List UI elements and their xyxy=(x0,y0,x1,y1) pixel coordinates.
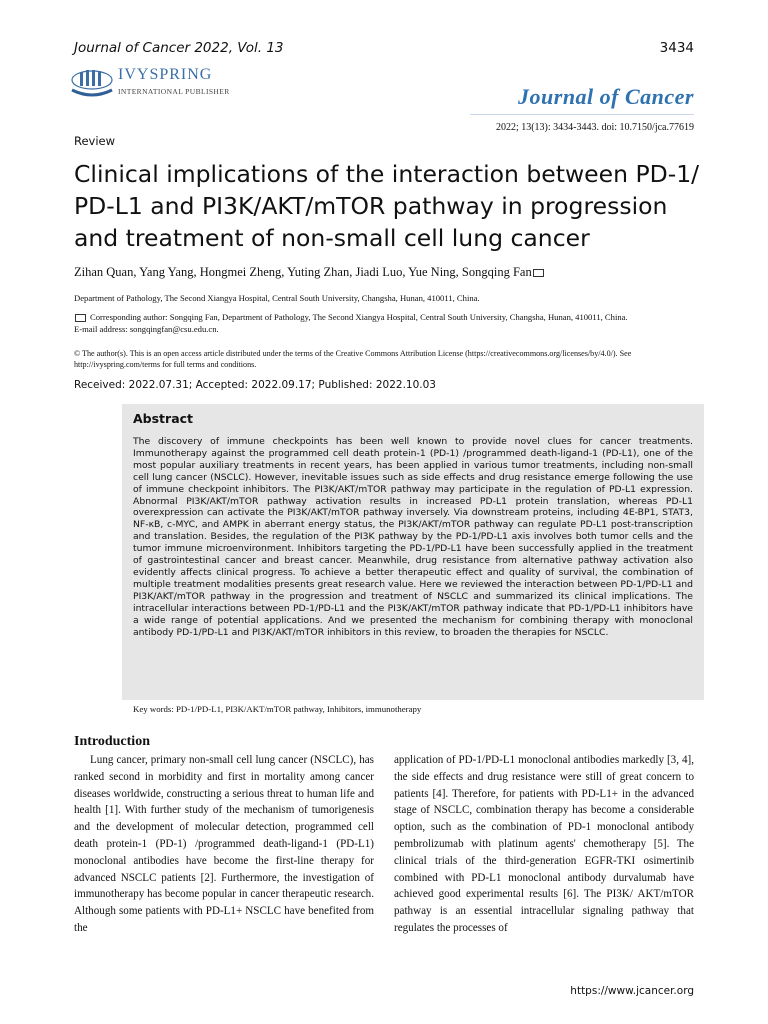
citation: 2022; 13(13): 3434-3443. doi: 10.7150/jca.77619 xyxy=(495,122,694,133)
article-type: Review xyxy=(74,134,116,148)
authors-text: Zihan Quan, Yang Yang, Hongmei Zheng, Yuting Zhan, Jiadi Luo, Yue Ning, Songqing Fan xyxy=(74,265,532,279)
affiliation: Department of Pathology, The Second Xiangya Hospital, Central South University, Changsha, Hunan, 410011, China. xyxy=(74,293,480,303)
section-heading: Introduction xyxy=(74,734,150,749)
author-list xyxy=(74,265,704,280)
keywords: Key words: PD-1/PD-L1, PI3K/AKT/mTOR pathway, Inhibitors, immunotherapy xyxy=(133,704,422,714)
corresponding-line: Corresponding author: Songqing Fan, Department of Pathology, The Second Xiangya Hospital, Central South University, Changsha, Hunan, 410011, China. xyxy=(90,312,628,322)
publisher-name: IVYSPRING xyxy=(118,66,213,83)
article-title: Clinical implications of the interaction between PD-1/ PD-L1 and PI3K/AKT/mTOR pathway in progression and treatment of non-small cell lung cancer xyxy=(74,160,700,252)
page-number: 3434 xyxy=(659,40,694,56)
ivyspring-logo-icon xyxy=(68,66,116,102)
divider xyxy=(470,114,694,115)
journal-header: Journal of Cancer 2022, Vol. 13 xyxy=(74,40,284,56)
footer-url[interactable]: https://www.jcancer.org xyxy=(570,985,694,997)
intro-column-right: application of PD-1/PD-L1 monoclonal antibodies markedly [3, 4], the side effects and drug resistance were still of great concern to patients [4]. Therefore, for patients with PD-L1+ in the advanced stage of NSCLC, combination therapy has become a considerable option, such as the combination of PD-1 monoclonal antibody pembrolizumab with platinum agents' chemotherapy [5]. The clinical trials of the third-generation EGFR-TKI osimertinib combined with PD-L1 monoclonal antibody durvalumab have achieved good experimental results [6]. The PI3K/ AKT/mTOR pathway is an essential intracellular signaling pathway that regulates the processes of xyxy=(394,754,694,934)
publication-dates: Received: 2022.07.31; Accepted: 2022.09.17; Published: 2022.10.03 xyxy=(74,379,436,391)
envelope-icon xyxy=(533,269,544,277)
journal-logo: Journal of Cancer xyxy=(518,84,694,109)
abstract-heading: Abstract xyxy=(133,411,194,426)
intro-column-left: Lung cancer, primary non-small cell lung cancer (NSCLC), has ranked second in morbidity and first in mortality among cancer diseases worldwide, constructing a serious threat to human life and health [1]. With further study of the mechanism of tumorigenesis and the development of molecular detection, programmed cell death protein-1 (PD-1) /programmed death-ligand-1 (PD-L1) monoclonal antibodies have become the first-line therapy for advanced NSCLC patients [2]. Furthermore, the investigation of immunotherapy has become popular in cancer therapeutic research. Although some patients with PD-L1+ NSCLC have benefited from the xyxy=(74,754,374,934)
corresponding-author xyxy=(74,312,704,335)
envelope-icon xyxy=(75,314,86,322)
license-text: © The author(s). This is an open access article distributed under the terms of the Creative Commons Attribution License (https://creativecommons.org/licenses/by/4.0/). See http://ivyspring.com/terms for full terms and conditions. xyxy=(74,349,632,369)
publisher-subtitle: INTERNATIONAL PUBLISHER xyxy=(118,87,230,96)
email-line: E-mail address: songqingfan@csu.edu.cn. xyxy=(74,323,219,334)
abstract-text: The discovery of immune checkpoints has been well known to provide novel clues for cancer treatments. Immunotherapy against the programmed cell death protein-1 (PD-1) /programmed death-ligand-1 (PD-L1), one of the most popular auxiliary treatments in recent years, has been applied in various tumor treatments, including non-small cell lung cancer (NSCLC). However, inevitable issues such as side effects and drug resistance emerge following the use of immune checkpoint inhibitors. The PI3K/AKT/mTOR pathway may participate in the regulation of PD-L1 expression. Abnormal PI3K/AKT/mTOR pathway activation results in increased PD-L1 protein translation, whereas PD-L1 overexpression can activate the PI3K/AKT/mTOR pathway inversely. Via downstream proteins, including 4E-BP1, STAT3, NF-κB, c-MYC, and AMPK in aberrant energy status, the PI3K/AKT/mTOR pathway can regulate PD-L1 post-transcription and translation. Besides, the regulation of the PI3K pathway by the PD-1/PD-L1 axis involves both tumor cells and the tumor immune microenvironment. Inhibitors targeting the PD-1/PD-L1 have been successfully applied in the treatment of gastrointestinal cancer and breast cancer. Meanwhile, drug resistance from alternative pathway activation also evidently affects clinical progress. To achieve a better therapeutic effect and quality of survival, the combination of multiple treatment modalities presents great research value. Here we reviewed the interaction between PD-1/PD-L1 and PI3K/AKT/mTOR pathway in the progression and treatment of NSCLC and summarized its clinical implications. The intracellular interactions between PD-1/PD-L1 and the PI3K/AKT/mTOR pathway indicate that PD-1/PD-L1 inhibitors have a wide range of potential applications. And we presented the mechanism for combining therapy with monoclonal antibody PD-1/PD-L1 and PI3K/AKT/mTOR inhibitors in this review, to broaden the therapies for NSCLC. xyxy=(133,436,693,638)
